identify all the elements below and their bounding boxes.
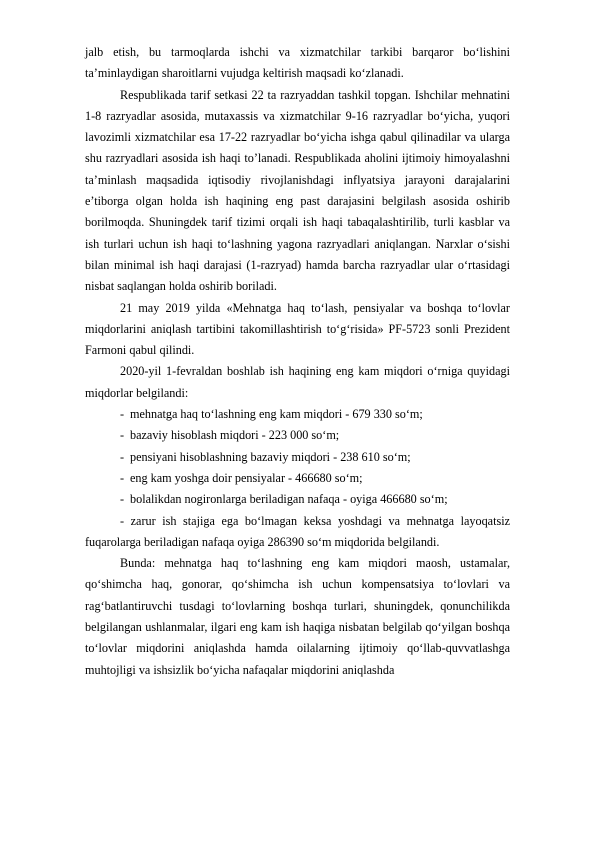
list-dash: - bbox=[120, 449, 125, 464]
list-item bbox=[85, 489, 510, 510]
list-item-text: bazaviy hisoblash miqdori - 223 000 so‘m; bbox=[130, 428, 340, 443]
paragraph-continuation: jalb etish, bu tarmoqlarda ishchi va xizmatchilar tarkibi barqaror bo‘lishini ta’minlaydigan sharoitlarni vujudga keltirish maqsadi ko‘zlanadi. bbox=[85, 45, 510, 81]
list-item bbox=[85, 468, 510, 489]
list-item bbox=[85, 447, 510, 468]
list-item-text: pensiyani hisoblashning bazaviy miqdori - 238 610 so‘m; bbox=[130, 449, 411, 464]
list-dash: - bbox=[120, 428, 125, 443]
list-dash: - bbox=[120, 470, 125, 485]
list-item bbox=[85, 404, 510, 425]
paragraph-decree: 21 may 2019 yilda «Mehnatga haq to‘lash, pensiyalar va boshqa to‘lovlar miqdorlarini aniqlash tartibini takomillashtirish to‘g‘risida» PF-5723 sonli Prezident Farmoni qabul qilindi. bbox=[85, 300, 510, 358]
list-dash: - bbox=[120, 492, 125, 507]
paragraph-closing: Bunda: mehnatga haq to‘lashning eng kam miqdori maosh, ustamalar, qo‘shimcha haq, gonorar, qo‘shimcha ish uchun kompensatsiya to‘lovlari va rag‘batlantiruvchi tusdagi to‘lovlarning boshqa turlari, shuningdek, qonunchilikda belgilangan ushlanmalar, ilgari eng kam ish haqiga nisbatan belgilab qo‘yilgan boshqa to‘lovlar miqdorini aniqlashda hamda oilalarning ijtimoiy qo‘llab-quvvatlashga muhtojligi va ishsizlik bo‘yicha nafaqalar miqdorini aniqlashda bbox=[85, 556, 510, 677]
paragraph-amounts-intro: 2020-yil 1-fevraldan boshlab ish haqining eng kam miqdori o‘rniga quyidagi miqdorlar belgilandi: bbox=[85, 364, 510, 400]
list-item-last: - zarur ish stajiga ega bo‘lmagan keksa yoshdagi va mehnatga layoqatsiz fuqarolarga beriladigan nafaqa oyiga 286390 so‘m miqdorida belgilandi. bbox=[85, 513, 510, 549]
document-page bbox=[85, 42, 510, 681]
paragraph-tariff-grid: Respublikada tarif setkasi 22 ta razryaddan tashkil topgan. Ishchilar mehnatini 1-8 razryadlar asosida, mutaxassis va xizmatchilar 9-16 razryadlar bo‘yicha, yuqori lavozimli xizmatchilar esa 17-22 razryadlar bo‘yicha ishga qabul qilinadilar va ularga shu razryadlari asosida ish haqi to’lanadi. Respublikada aholini ijtimoiy himoyalashni ta’minlash maqsadida iqtisodiy rivojlanishdagi inflyatsiya jarayoni darajalarini e’tiborga olgan holda ish haqining eng past darajasini belgilash asosida oshirib borilmoqda. Shuningdek tarif tizimi orqali ish haqi tabaqalashtirilib, turli kasblar va ish turlari uchun ish haqi to‘lashning yagona razryadlari aniqlangan. Narxlar o‘sishi bilan minimal ish haqi darajasi (1-razryad) hamda barcha razryadlar ular o‘rtasidagi nisbat saqlangan holda oshirib boriladi. bbox=[85, 87, 510, 294]
list-item-text: mehnatga haq to‘lashning eng kam miqdori - 679 330 so‘m; bbox=[130, 407, 423, 422]
list-item bbox=[85, 425, 510, 446]
list-dash: - bbox=[120, 407, 125, 422]
list-item-text: eng kam yoshga doir pensiyalar - 466680 so‘m; bbox=[130, 470, 363, 485]
amounts-list bbox=[85, 404, 510, 553]
list-item-text: bolalikdan nogironlarga beriladigan nafaqa - oyiga 466680 so‘m; bbox=[130, 492, 448, 507]
